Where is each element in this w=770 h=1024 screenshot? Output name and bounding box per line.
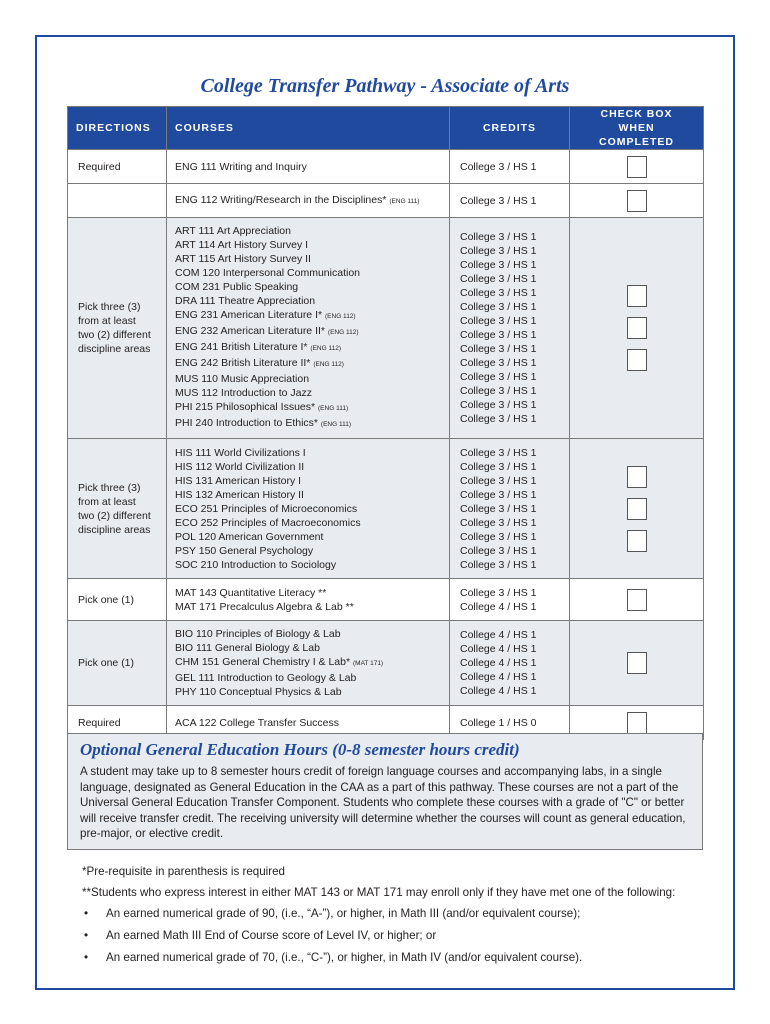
pathway-table — [67, 106, 704, 740]
row-checkboxes — [570, 621, 704, 706]
table-row — [68, 184, 704, 218]
table-body — [68, 150, 704, 740]
row-direction: Pick three (3) from at least two (2) different discipline areas — [68, 439, 167, 579]
header-directions: DIRECTIONS — [68, 107, 167, 150]
credit-value: College 1 / HS 0 — [460, 716, 537, 729]
list-item: • An earned Math III End of Course score of Level IV, or higher; or — [82, 928, 702, 943]
row-direction: Pick three (3) from at least two (2) different discipline areas — [68, 218, 167, 439]
course-item — [175, 544, 441, 558]
page-title: College Transfer Pathway - Associate of Arts — [200, 75, 570, 97]
row-direction: Pick one (1) — [68, 579, 167, 621]
course-name: ECO 252 Principles of Macroeconomics — [175, 516, 361, 529]
row-courses — [167, 150, 450, 184]
course-prerequisite: (ENG 111) — [320, 421, 352, 428]
course-item — [175, 671, 441, 685]
credit-value: College 3 / HS 1 — [460, 329, 537, 341]
course-item — [175, 308, 441, 324]
course-item — [175, 372, 441, 386]
course-item — [175, 627, 441, 641]
completed-checkbox[interactable] — [627, 498, 647, 520]
optional-body: A student may take up to 8 semester hours credit of foreign language courses and accompanying labs, in a single language, designated as General Education in the CAA as a part of this pathway. These courses are not a part of the Universal General Education Transfer Component. Students who complete these courses with a grade of "C" or better will receive transfer credit. The receiving university will determine whether the courses will count as general education, pre-major, or elective credit. — [80, 765, 686, 840]
course-name: BIO 110 Principles of Biology & Lab — [175, 628, 341, 640]
header-credits: CREDITS — [450, 107, 570, 150]
course-prerequisite: (ENG 111) — [318, 405, 349, 412]
course-name: PHI 215 Philosophical Issues* — [175, 401, 316, 413]
completed-checkbox[interactable] — [627, 712, 647, 734]
credit-value: College 3 / HS 1 — [460, 160, 537, 173]
row-checkboxes — [570, 218, 704, 439]
course-item — [175, 586, 441, 600]
prereq-note: *Pre-requisite in parenthesis is required — [82, 865, 285, 878]
course-item — [175, 558, 441, 572]
course-item — [175, 386, 441, 400]
course-name: ENG 241 British Literature I* — [175, 341, 308, 353]
table-row — [68, 579, 704, 621]
list-item: • An earned numerical grade of 90, (i.e., “A-”), or higher, in Math III (and/or equivalent course); — [82, 906, 702, 921]
course-name: MAT 171 Precalculus Algebra & Lab ** — [175, 600, 354, 613]
credit-value: College 3 / HS 1 — [460, 460, 537, 473]
credit-value: College 3 / HS 1 — [460, 273, 537, 285]
row-direction: Required — [68, 706, 167, 740]
row-checkboxes — [570, 184, 704, 218]
course-prerequisite: (MAT 171) — [353, 660, 384, 667]
row-credits — [450, 621, 570, 706]
credit-value: College 3 / HS 1 — [460, 558, 537, 571]
course-item — [175, 446, 441, 460]
row-checkboxes — [570, 579, 704, 621]
course-item — [175, 160, 441, 174]
course-name: ECO 251 Principles of Microeconomics — [175, 502, 358, 515]
course-name: COM 120 Interpersonal Communication — [175, 267, 361, 279]
course-item — [175, 340, 441, 356]
math-requirements-list — [82, 906, 702, 965]
course-name: CHM 151 General Chemistry I & Lab* — [175, 656, 351, 668]
course-name: MUS 112 Introduction to Jazz — [175, 387, 312, 399]
course-name: POL 120 American Government — [175, 530, 324, 543]
row-credits — [450, 218, 570, 439]
table-row — [68, 621, 704, 706]
course-item — [175, 252, 441, 266]
row-courses — [167, 621, 450, 706]
course-item — [175, 685, 441, 699]
course-item — [175, 502, 441, 516]
course-name: ENG 232 American Literature II* — [175, 325, 325, 337]
credit-value: College 3 / HS 1 — [460, 399, 537, 411]
credit-value: College 3 / HS 1 — [460, 488, 537, 501]
completed-checkbox[interactable] — [627, 466, 647, 488]
course-prerequisite: (ENG 112) — [327, 329, 359, 336]
credit-value: College 3 / HS 1 — [460, 259, 537, 271]
math-note: **Students who express interest in either MAT 143 or MAT 171 may enroll only if they have met one of the following: — [82, 886, 676, 899]
completed-checkbox[interactable] — [627, 190, 647, 212]
footnotes — [82, 864, 702, 972]
header-courses: COURSES — [167, 107, 450, 150]
row-courses — [167, 218, 450, 439]
credit-value: College 3 / HS 1 — [460, 287, 537, 299]
course-item — [175, 224, 441, 238]
course-item — [175, 516, 441, 530]
course-item — [175, 193, 441, 209]
row-courses — [167, 439, 450, 579]
credit-value: College 3 / HS 1 — [460, 357, 537, 369]
credit-value: College 4 / HS 1 — [460, 671, 537, 683]
course-item — [175, 324, 441, 340]
table-row — [68, 150, 704, 184]
course-item — [175, 655, 441, 671]
row-credits — [450, 579, 570, 621]
credit-value: College 4 / HS 1 — [460, 600, 537, 613]
list-item: • An earned numerical grade of 70, (i.e., “C-”), or higher, in Math IV (and/or equivalent course). — [82, 950, 702, 965]
table-header — [68, 107, 704, 150]
course-item — [175, 600, 441, 614]
course-item — [175, 294, 441, 308]
course-name: ENG 112 Writing/Research in the Disciplines* — [175, 193, 387, 206]
course-prerequisite: (ENG 112) — [325, 313, 356, 320]
table-row — [68, 439, 704, 579]
credit-value: College 3 / HS 1 — [460, 516, 537, 529]
course-prerequisite: (ENG 112) — [310, 345, 341, 352]
row-courses — [167, 579, 450, 621]
course-name: ART 114 Art History Survey I — [175, 239, 309, 251]
course-item — [175, 641, 441, 655]
course-name: GEL 111 Introduction to Geology & Lab — [175, 672, 357, 684]
course-name: ACA 122 College Transfer Success — [175, 716, 340, 729]
credit-value: College 3 / HS 1 — [460, 544, 537, 557]
course-item — [175, 488, 441, 502]
course-name: BIO 111 General Biology & Lab — [175, 642, 320, 654]
row-direction — [68, 184, 167, 218]
completed-checkbox[interactable] — [627, 349, 647, 371]
course-name: HIS 132 American History II — [175, 488, 304, 501]
credit-value: College 3 / HS 1 — [460, 245, 537, 257]
course-item — [175, 530, 441, 544]
credit-value: College 3 / HS 1 — [460, 586, 537, 599]
credit-value: College 3 / HS 1 — [460, 530, 537, 543]
table-row — [68, 218, 704, 439]
row-credits — [450, 184, 570, 218]
course-name: HIS 112 World Civilization II — [175, 460, 305, 473]
completed-checkbox[interactable] — [627, 530, 647, 552]
course-name: HIS 111 World Civilizations I — [175, 446, 306, 459]
course-item — [175, 400, 441, 416]
row-credits — [450, 150, 570, 184]
course-item — [175, 356, 441, 372]
row-courses — [167, 184, 450, 218]
header-check: CHECK BOX WHEN COMPLETED — [570, 107, 704, 150]
course-item — [175, 416, 441, 432]
completed-checkbox[interactable] — [627, 589, 647, 611]
optional-heading: Optional General Education Hours (0-8 semester hours credit) — [80, 740, 520, 759]
credit-value: College 3 / HS 1 — [460, 301, 537, 313]
course-prerequisite: (ENG 111) — [389, 197, 420, 205]
credit-value: College 3 / HS 1 — [460, 231, 537, 243]
course-name: ART 115 Art History Survey II — [175, 253, 311, 265]
course-name: ENG 111 Writing and Inquiry — [175, 160, 307, 173]
completed-checkbox[interactable] — [627, 317, 647, 339]
credit-value: College 3 / HS 1 — [460, 446, 537, 459]
course-name: HIS 131 American History I — [175, 474, 302, 487]
course-name: ENG 231 American Literature I* — [175, 309, 323, 321]
completed-checkbox[interactable] — [627, 285, 647, 307]
credit-value: College 4 / HS 1 — [460, 643, 537, 655]
course-name: ART 111 Art Appreciation — [175, 225, 291, 237]
course-name: SOC 210 Introduction to Sociology — [175, 558, 337, 571]
course-name: COM 231 Public Speaking — [175, 281, 299, 293]
credit-value: College 3 / HS 1 — [460, 474, 537, 487]
row-direction: Required — [68, 150, 167, 184]
course-name: PSY 150 General Psychology — [175, 544, 314, 557]
credit-value: College 3 / HS 1 — [460, 371, 537, 383]
credit-value: College 4 / HS 1 — [460, 657, 537, 669]
credit-value: College 3 / HS 1 — [460, 194, 537, 207]
course-item — [175, 280, 441, 294]
course-item — [175, 238, 441, 252]
course-item — [175, 460, 441, 474]
credit-value: College 3 / HS 1 — [460, 343, 537, 355]
credit-value: College 4 / HS 1 — [460, 629, 537, 641]
credit-value: College 3 / HS 1 — [460, 502, 537, 515]
row-direction: Pick one (1) — [68, 621, 167, 706]
course-name: MAT 143 Quantitative Literacy ** — [175, 586, 327, 599]
row-checkboxes — [570, 150, 704, 184]
optional-section — [67, 733, 703, 850]
course-item — [175, 474, 441, 488]
completed-checkbox[interactable] — [627, 652, 647, 674]
credit-value: College 3 / HS 1 — [460, 385, 537, 397]
row-checkboxes — [570, 439, 704, 579]
credit-value: College 3 / HS 1 — [460, 315, 537, 327]
course-name: MUS 110 Music Appreciation — [175, 373, 310, 385]
course-name: DRA 111 Theatre Appreciation — [175, 295, 316, 307]
credit-value: College 4 / HS 1 — [460, 685, 537, 697]
credit-value: College 3 / HS 1 — [460, 413, 537, 425]
row-credits — [450, 439, 570, 579]
course-name: ENG 242 British Literature II* — [175, 357, 311, 369]
completed-checkbox[interactable] — [627, 156, 647, 178]
course-item — [175, 716, 441, 730]
course-item — [175, 266, 441, 280]
course-name: PHY 110 Conceptual Physics & Lab — [175, 686, 342, 698]
course-name: PHI 240 Introduction to Ethics* — [175, 417, 318, 429]
course-prerequisite: (ENG 112) — [313, 361, 344, 368]
